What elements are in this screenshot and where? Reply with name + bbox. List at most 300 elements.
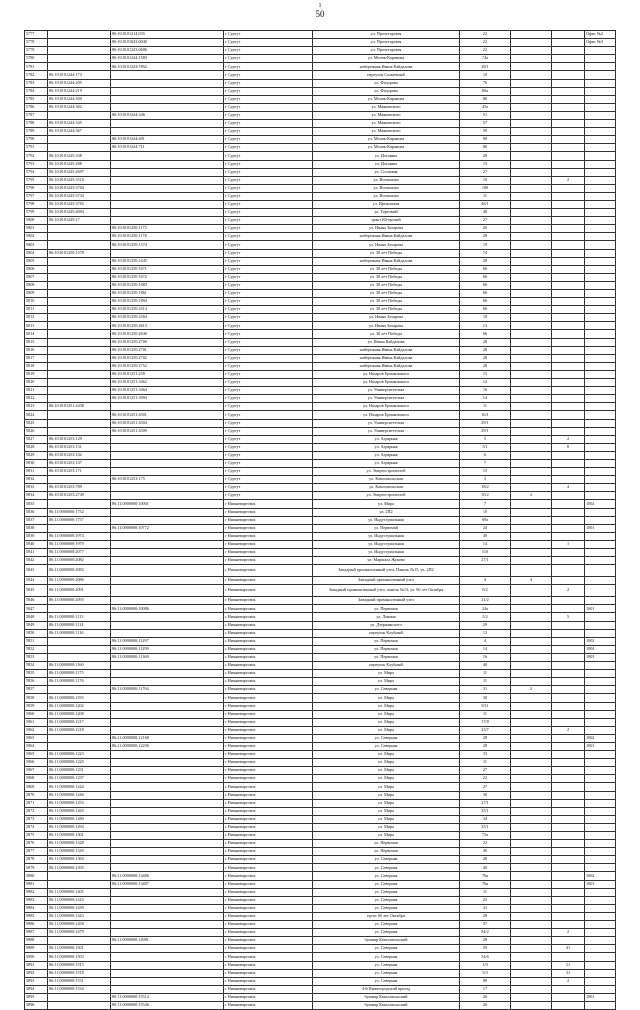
table-cell: 57 bbox=[460, 120, 511, 128]
table-cell: ул. 2П2 bbox=[313, 508, 460, 516]
table-cell bbox=[111, 87, 224, 95]
table-cell: 5790 bbox=[25, 136, 48, 144]
table-cell bbox=[552, 718, 585, 726]
table-cell bbox=[585, 281, 616, 289]
table-cell bbox=[111, 953, 224, 961]
table-row bbox=[25, 322, 616, 330]
table-cell: 86:10:0101251:4504 bbox=[111, 419, 224, 427]
table-cell bbox=[511, 945, 552, 953]
table-cell: 21/2 bbox=[460, 597, 511, 605]
table-cell bbox=[511, 265, 552, 273]
table-cell: г Сургут bbox=[224, 395, 313, 403]
table-cell: 21 bbox=[552, 961, 585, 969]
table-row bbox=[25, 710, 616, 718]
table-cell bbox=[511, 694, 552, 702]
table-cell: 5873 bbox=[25, 815, 48, 823]
table-cell bbox=[511, 192, 552, 200]
table-cell bbox=[552, 39, 585, 47]
table-cell bbox=[585, 577, 616, 585]
table-cell: 15 bbox=[460, 370, 511, 378]
table-row bbox=[25, 31, 616, 39]
table-cell bbox=[552, 103, 585, 111]
table-cell bbox=[585, 273, 616, 281]
table-cell bbox=[585, 241, 616, 249]
table-cell: 50/2 bbox=[460, 492, 511, 500]
table-cell: ул. Северная bbox=[313, 921, 460, 929]
table-cell: г Сургут bbox=[224, 370, 313, 378]
table-cell bbox=[552, 160, 585, 168]
table-cell bbox=[48, 39, 111, 47]
table-cell: 86:10:0101244:173 bbox=[48, 71, 111, 79]
table-cell bbox=[511, 403, 552, 411]
table-row bbox=[25, 969, 616, 977]
table-cell bbox=[585, 775, 616, 783]
table-cell: ул. Мира bbox=[313, 718, 460, 726]
table-cell bbox=[111, 549, 224, 557]
table-cell bbox=[111, 557, 224, 565]
table-cell bbox=[585, 492, 616, 500]
table-cell: 5862 bbox=[25, 726, 48, 734]
table-row bbox=[25, 346, 616, 354]
table-cell bbox=[511, 662, 552, 670]
table-cell: г Сургут bbox=[224, 443, 313, 451]
table-cell: 86:11:0000000:1752 bbox=[48, 508, 111, 516]
table-cell bbox=[585, 678, 616, 686]
table-row bbox=[25, 549, 616, 557]
table-cell: 86:10:0101244:300 bbox=[48, 95, 111, 103]
table-cell: 86:11:0000000:15546 bbox=[111, 1001, 224, 1009]
table-cell bbox=[585, 435, 616, 443]
table-cell: 5840 bbox=[25, 540, 48, 548]
table-cell bbox=[552, 686, 585, 694]
table-cell bbox=[111, 71, 224, 79]
table-cell: г Сургут bbox=[224, 87, 313, 95]
table-cell: ул. Мелик-Карамова bbox=[313, 144, 460, 152]
table-cell: 5796 bbox=[25, 184, 48, 192]
table-cell: 7 bbox=[460, 500, 511, 508]
table-cell bbox=[511, 362, 552, 370]
table-cell bbox=[111, 702, 224, 710]
table-cell: 24 bbox=[460, 524, 511, 532]
table-cell: переулок Клубный bbox=[313, 629, 460, 637]
table-cell: 2 bbox=[511, 686, 552, 694]
table-cell: 86:10:0101244:346 bbox=[111, 111, 224, 119]
table-cell bbox=[585, 532, 616, 540]
table-cell: г Нижневартовск bbox=[224, 840, 313, 848]
table-cell: 41 bbox=[552, 945, 585, 953]
table-cell bbox=[585, 192, 616, 200]
table-cell: 86:11:0000000:1202 bbox=[48, 702, 111, 710]
table-cell bbox=[511, 31, 552, 39]
register-body bbox=[25, 31, 616, 1010]
table-cell: 4 bbox=[460, 637, 511, 645]
table-cell: 5807 bbox=[25, 273, 48, 281]
table-cell: г Сургут bbox=[224, 346, 313, 354]
table-cell bbox=[511, 742, 552, 750]
table-cell bbox=[111, 823, 224, 831]
table-cell bbox=[552, 662, 585, 670]
table-cell: ул. Северная bbox=[313, 977, 460, 985]
table-cell bbox=[585, 387, 616, 395]
table-cell bbox=[511, 678, 552, 686]
table-cell: ул. Северная bbox=[313, 945, 460, 953]
table-cell: 1002 bbox=[585, 734, 616, 742]
table-cell bbox=[48, 298, 111, 306]
table-cell: ул. Мира bbox=[313, 694, 460, 702]
table-row bbox=[25, 880, 616, 888]
table-cell: ул. Аграрная bbox=[313, 451, 460, 459]
table-cell bbox=[511, 152, 552, 160]
table-cell: г Сургут bbox=[224, 71, 313, 79]
table-cell bbox=[552, 120, 585, 128]
table-cell bbox=[552, 832, 585, 840]
table-cell: 86:10:0101245:3765 bbox=[48, 200, 111, 208]
table-cell bbox=[585, 298, 616, 306]
table-cell bbox=[511, 55, 552, 63]
table-cell: 5851 bbox=[25, 637, 48, 645]
table-cell bbox=[511, 476, 552, 484]
table-cell: 4 bbox=[511, 577, 552, 585]
page-mark: 1 bbox=[318, 3, 322, 9]
table-cell: 86:11:0000000:1328 bbox=[48, 840, 111, 848]
table-cell: ул. Иоганны bbox=[313, 160, 460, 168]
table-cell: 5787 bbox=[25, 111, 48, 119]
table-cell: 86:11:0000000:12206 bbox=[111, 742, 224, 750]
table-row bbox=[25, 751, 616, 759]
table-cell: 86:10:0101244:711 bbox=[111, 144, 224, 152]
table-cell bbox=[585, 629, 616, 637]
table-cell: г Нижневартовск bbox=[224, 557, 313, 565]
table-cell: 18 bbox=[460, 314, 511, 322]
table-cell: 86:10:0101245:3510 bbox=[48, 176, 111, 184]
table-cell bbox=[552, 807, 585, 815]
table-cell bbox=[511, 921, 552, 929]
table-cell bbox=[111, 95, 224, 103]
table-cell bbox=[48, 338, 111, 346]
table-cell bbox=[585, 468, 616, 476]
table-row bbox=[25, 500, 616, 508]
table-cell: 86:10:0101250:2564 bbox=[111, 314, 224, 322]
table-cell: 5841 bbox=[25, 549, 48, 557]
table-cell: 16/1 bbox=[460, 411, 511, 419]
table-cell bbox=[511, 63, 552, 71]
table-cell bbox=[111, 929, 224, 937]
table-cell bbox=[585, 443, 616, 451]
table-cell: 5847 bbox=[25, 605, 48, 613]
table-row bbox=[25, 807, 616, 815]
table-row bbox=[25, 540, 616, 548]
table-cell bbox=[585, 459, 616, 467]
table-cell: 86:11:0000000:13487 bbox=[111, 880, 224, 888]
table-cell bbox=[552, 557, 585, 565]
table-cell bbox=[111, 184, 224, 192]
table-cell: 2 bbox=[552, 585, 585, 597]
table-cell: ул. Индустриальная bbox=[313, 516, 460, 524]
table-cell: 5782 bbox=[25, 71, 48, 79]
table-cell bbox=[511, 734, 552, 742]
table-cell bbox=[511, 937, 552, 945]
table-cell: 86:10:0101244:345 bbox=[48, 120, 111, 128]
table-cell: 49 bbox=[460, 532, 511, 540]
table-cell: ул. Мира bbox=[313, 783, 460, 791]
page-number-value: 50 bbox=[315, 9, 325, 19]
table-cell: г Сургут bbox=[224, 217, 313, 225]
table-cell bbox=[585, 265, 616, 273]
table-cell bbox=[552, 370, 585, 378]
table-cell: 17 bbox=[460, 985, 511, 993]
table-cell: 86:11:0000000:1237 bbox=[48, 775, 111, 783]
table-cell: 86:10:0101245:3734 bbox=[48, 192, 111, 200]
table-cell: бульвар Комсомольский bbox=[313, 1001, 460, 1009]
table-row bbox=[25, 945, 616, 953]
table-cell: 5849 bbox=[25, 621, 48, 629]
table-cell bbox=[585, 945, 616, 953]
table-cell: 5871 bbox=[25, 799, 48, 807]
table-cell: 5879 bbox=[25, 864, 48, 872]
table-cell bbox=[511, 257, 552, 265]
table-cell bbox=[552, 888, 585, 896]
table-cell: 5806 bbox=[25, 265, 48, 273]
table-cell: 27/1 bbox=[460, 557, 511, 565]
table-cell bbox=[585, 225, 616, 233]
table-cell bbox=[552, 273, 585, 281]
table-row bbox=[25, 484, 616, 492]
table-cell bbox=[111, 921, 224, 929]
table-cell bbox=[48, 742, 111, 750]
table-cell: ул. Университетская bbox=[313, 395, 460, 403]
table-cell bbox=[111, 710, 224, 718]
table-cell bbox=[552, 775, 585, 783]
table-cell bbox=[111, 435, 224, 443]
table-cell: 86:11:0000000:1479 bbox=[48, 929, 111, 937]
table-cell bbox=[48, 686, 111, 694]
table-cell: г Сургут bbox=[224, 95, 313, 103]
table-cell bbox=[585, 160, 616, 168]
table-cell bbox=[585, 904, 616, 912]
table-row bbox=[25, 379, 616, 387]
table-cell: 28 bbox=[460, 742, 511, 750]
table-cell bbox=[511, 411, 552, 419]
table-cell bbox=[552, 848, 585, 856]
table-cell: г Нижневартовск bbox=[224, 751, 313, 759]
table-cell: 23/7 bbox=[460, 726, 511, 734]
table-cell bbox=[511, 468, 552, 476]
table-cell bbox=[511, 459, 552, 467]
table-cell: 10 bbox=[460, 508, 511, 516]
table-cell: бульвар Комсомольский bbox=[313, 937, 460, 945]
table-cell: 86:10:0101244:1583 bbox=[111, 55, 224, 63]
table-cell: 86:10:0101244:302 bbox=[48, 103, 111, 111]
table-cell: г Нижневартовск bbox=[224, 621, 313, 629]
table-cell: 5843 bbox=[25, 565, 48, 577]
table-cell: 86:10:0101250:1578 bbox=[48, 249, 111, 257]
table-cell: г Сургут bbox=[224, 209, 313, 217]
table-cell: 86:10:0101243:0606 bbox=[111, 47, 224, 55]
table-cell bbox=[511, 629, 552, 637]
table-cell: 5848 bbox=[25, 613, 48, 621]
table-cell: 5781 bbox=[25, 63, 48, 71]
table-cell: ул. Индустриальная bbox=[313, 549, 460, 557]
table-cell: 22 bbox=[460, 31, 511, 39]
table-cell: 2 bbox=[552, 726, 585, 734]
table-cell: 5874 bbox=[25, 823, 48, 831]
table-cell: 75а bbox=[460, 832, 511, 840]
table-cell bbox=[111, 577, 224, 585]
table-row bbox=[25, 767, 616, 775]
table-cell: г Нижневартовск bbox=[224, 799, 313, 807]
table-row bbox=[25, 993, 616, 1001]
table-cell: г Нижневартовск bbox=[224, 985, 313, 993]
table-cell: 6/2 bbox=[460, 585, 511, 597]
table-cell: 5813 bbox=[25, 322, 48, 330]
table-cell: 86:11:0000000:2086 bbox=[48, 577, 111, 585]
table-row bbox=[25, 791, 616, 799]
table-cell: 28 bbox=[460, 257, 511, 265]
table-row bbox=[25, 694, 616, 702]
table-cell bbox=[511, 241, 552, 249]
table-cell bbox=[111, 977, 224, 985]
table-cell: 5893 bbox=[25, 977, 48, 985]
table-cell bbox=[511, 209, 552, 217]
table-cell: 86:10:0101251:3994 bbox=[111, 395, 224, 403]
table-cell: 40 bbox=[460, 848, 511, 856]
table-cell bbox=[48, 637, 111, 645]
table-cell bbox=[585, 767, 616, 775]
table-cell bbox=[511, 290, 552, 298]
table-cell: ул. Мира bbox=[313, 678, 460, 686]
table-cell: г Сургут bbox=[224, 273, 313, 281]
table-cell: 86:11:0000000:14981 bbox=[111, 937, 224, 945]
table-row bbox=[25, 217, 616, 225]
table-cell bbox=[552, 880, 585, 888]
table-cell bbox=[511, 985, 552, 993]
table-cell bbox=[585, 306, 616, 314]
table-cell: набережная Ивана Кайдалова bbox=[313, 63, 460, 71]
table-cell: 86:10:0101250:1574 bbox=[111, 241, 224, 249]
table-cell bbox=[585, 540, 616, 548]
table-cell bbox=[552, 823, 585, 831]
table-cell: г Нижневартовск bbox=[224, 823, 313, 831]
table-cell: г Нижневартовск bbox=[224, 678, 313, 686]
table-cell: 110 bbox=[460, 549, 511, 557]
table-cell: г Нижневартовск bbox=[224, 921, 313, 929]
table-cell bbox=[585, 791, 616, 799]
table-cell bbox=[511, 233, 552, 241]
table-cell bbox=[48, 362, 111, 370]
table-cell: 5801 bbox=[25, 225, 48, 233]
table-cell bbox=[511, 217, 552, 225]
table-cell bbox=[585, 103, 616, 111]
table-cell bbox=[585, 419, 616, 427]
table-cell: 28 bbox=[460, 233, 511, 241]
table-cell: 86:11:0000000:2082 bbox=[48, 557, 111, 565]
table-cell bbox=[552, 451, 585, 459]
table-cell bbox=[552, 767, 585, 775]
table-cell: г Сургут bbox=[224, 435, 313, 443]
table-cell bbox=[552, 637, 585, 645]
table-cell bbox=[511, 605, 552, 613]
table-cell bbox=[111, 79, 224, 87]
table-cell: ул. Первомая bbox=[313, 848, 460, 856]
table-cell: 5819 bbox=[25, 370, 48, 378]
table-cell bbox=[48, 257, 111, 265]
table-cell: ул. Мелик-Карамова bbox=[313, 55, 460, 63]
table-cell bbox=[585, 686, 616, 694]
table-cell bbox=[48, 379, 111, 387]
table-cell: 18/2 bbox=[460, 484, 511, 492]
table-cell bbox=[585, 184, 616, 192]
table-cell bbox=[48, 880, 111, 888]
table-cell: 28 bbox=[460, 152, 511, 160]
table-cell bbox=[511, 840, 552, 848]
table-cell: 86:11:0000000:1217 bbox=[48, 718, 111, 726]
table-row bbox=[25, 799, 616, 807]
table-row bbox=[25, 613, 616, 621]
table-cell: 11 bbox=[460, 403, 511, 411]
table-cell bbox=[511, 500, 552, 508]
table-cell: г Нижневартовск bbox=[224, 896, 313, 904]
table-cell bbox=[48, 370, 111, 378]
table-cell: г Сургут bbox=[224, 184, 313, 192]
table-cell: г Сургут bbox=[224, 144, 313, 152]
table-cell: бульвар Комсомольский bbox=[313, 993, 460, 1001]
table-cell: ул. Пролетарская bbox=[313, 47, 460, 55]
table-cell: 37 bbox=[460, 921, 511, 929]
table-cell: г Сургут bbox=[224, 120, 313, 128]
table-row bbox=[25, 362, 616, 370]
table-cell bbox=[552, 678, 585, 686]
table-cell: 5792 bbox=[25, 152, 48, 160]
table-cell bbox=[511, 395, 552, 403]
table-cell bbox=[111, 540, 224, 548]
table-cell bbox=[48, 55, 111, 63]
table-cell bbox=[552, 111, 585, 119]
table-cell: 86:11:0000000:1534 bbox=[48, 985, 111, 993]
table-cell: 59 bbox=[460, 128, 511, 136]
table-cell: ул. Мира bbox=[313, 815, 460, 823]
table-cell bbox=[585, 55, 616, 63]
table-cell: 86:11:0000000:1405 bbox=[48, 888, 111, 896]
table-cell: ул. Маяковского bbox=[313, 111, 460, 119]
table-row bbox=[25, 912, 616, 920]
table-row bbox=[25, 338, 616, 346]
table-cell bbox=[48, 524, 111, 532]
table-cell bbox=[111, 176, 224, 184]
table-cell: 86:11:0000000:1503 bbox=[48, 953, 111, 961]
table-cell bbox=[111, 516, 224, 524]
table-cell: 5784 bbox=[25, 87, 48, 95]
table-cell bbox=[48, 306, 111, 314]
table-cell bbox=[552, 395, 585, 403]
table-cell: ул. Иоганнова bbox=[313, 176, 460, 184]
table-cell: 14 bbox=[460, 395, 511, 403]
table-cell bbox=[511, 751, 552, 759]
table-cell: 1003 bbox=[585, 653, 616, 661]
table-cell bbox=[552, 532, 585, 540]
table-cell: 5859 bbox=[25, 702, 48, 710]
table-cell: ул. Северная bbox=[313, 953, 460, 961]
table-cell: 5845 bbox=[25, 585, 48, 597]
table-cell bbox=[511, 557, 552, 565]
table-cell: 24а bbox=[460, 605, 511, 613]
table-cell: ул. Назаров Ермаковского bbox=[313, 403, 460, 411]
table-cell: ул. Северная bbox=[313, 929, 460, 937]
table-row bbox=[25, 314, 616, 322]
table-cell: 5795 bbox=[25, 176, 48, 184]
table-row bbox=[25, 387, 616, 395]
table-cell bbox=[511, 346, 552, 354]
table-cell: 10 bbox=[460, 71, 511, 79]
